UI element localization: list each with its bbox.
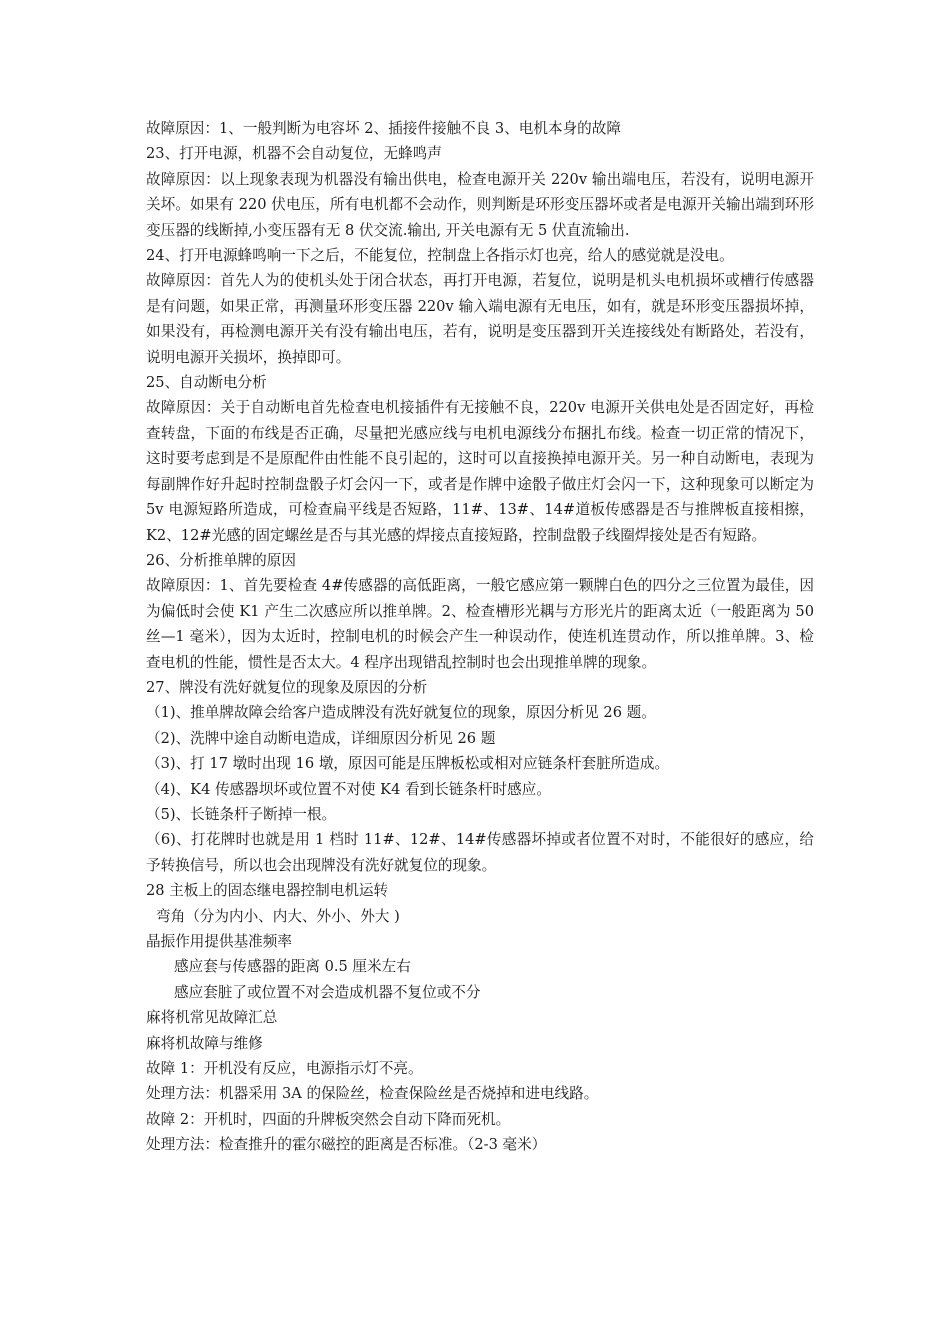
text-paragraph: 故障原因：首先人为的使机头处于闭合状态，再打开电源，若复位，说明是机头电机损坏或槽行传感器是有问题，如果正常，再测量环形变压器 220v 输入端电源有无电压，如有，就是环形变压器损坏掉，如果没有，再检测电源开关有没有输出电压，若有，说明是变压器到开关连接线处有断路处，若没有，说明电源开关损坏，换掉即可。	[146, 272, 814, 366]
heading-line: 麻将机常见故障汇总	[146, 1009, 278, 1027]
section-heading-25: 25、自动断电分析	[146, 374, 267, 392]
section-heading-26: 26、分析推单牌的原因	[146, 551, 296, 569]
text-paragraph: 故障原因：以上现象表现为机器没有输出供电，检查电源开关 220v 输出端电压，若没有，说明电源开关坏。如果有 220 伏电压，所有电机都不会动作，则判断是环形变压器坏或者是电源开关输出端到环形变压器的线断掉,小变压器有无 8 伏交流.输出, 开关电源有无 5 伏直流输出.	[146, 170, 814, 239]
solution-line: 处理方法：机器采用 3A 的保险丝，检查保险丝是否烧掉和进电线路。	[146, 1085, 599, 1103]
fault-line: 故障 2：开机时，四面的升牌板突然会自动下降而死机。	[146, 1110, 511, 1128]
section-heading-23: 23、打开电源，机器不会自动复位，无蜂鸣声	[146, 145, 442, 163]
text-paragraph: 故障原因：关于自动断电首先检查电机接插件有无接触不良，220v 电源开关供电处是否固定好，再检查转盘，下面的布线是否正确，尽量把光感应线与电机电源线分布捆扎布线。检查一切正常的情况下，这时要考虑到是不是原配件由性能不良引起的，这时可以直接换掉电源开关。另一种自动断电，表现为每副牌作好升起时控制盘骰子灯会闪一下，或者是作牌中途骰子做庄灯会闪一下，这种现象可以断定为 5v 电源短路所造成，可检查扁平线是否短路，11#、13#、14#道板传感器是否与推牌板直接相擦，K2、12#光感的固定螺丝是否与其光感的焊接点直接短路，控制盘骰子线圈焊接处是否有短路。	[146, 399, 814, 544]
list-item: （3)、打 17 墩时出现 16 墩，原因可能是压牌板松或相对应链条杆套脏所造成。	[146, 755, 670, 773]
list-item: （6)、打花牌时也就是用 1 档时 11#、12#、14#传感器坏掉或者位置不对时，不能很好的感应，给予转换信号，所以也会出现牌没有洗好就复位的现象。	[146, 831, 814, 874]
text-paragraph: 故障原因：1、首先要检查 4#传感器的高低距离，一般它感应第一颗牌白色的四分之三位置为最佳，因为偏低时会使 K1 产生二次感应所以推单牌。2、检查槽形光耦与方形光片的距离太近（一般距离为 50 丝—1 毫米），因为太近时，控制电机的时候会产生一种误动作，使连机连贯动作，所以推单牌。3、检查电机的性能，惯性是否太大。4 程序出现错乱控制时也会出现推单牌的现象。	[146, 577, 814, 671]
note-line: 感应套脏了或位置不对会造成机器不复位或不分	[174, 983, 481, 1001]
section-heading-24: 24、打开电源蜂鸣响一下之后，不能复位，控制盘上各指示灯也亮，给人的感觉就是没电。	[146, 247, 734, 265]
note-line: 弯角（分为内小、内大、外小、外大 )	[156, 907, 400, 925]
section-heading-27: 27、牌没有洗好就复位的现象及原因的分析	[146, 678, 428, 696]
note-line: 晶振作用提供基准频率	[146, 933, 292, 950]
section-heading-28: 28 主板上的固态继电器控制电机运转	[146, 882, 389, 900]
list-item: （4)、K4 传感器坝坏或位置不对使 K4 看到长链条杆时感应。	[146, 780, 551, 798]
document-body	[146, 116, 814, 1158]
heading-line: 麻将机故障与维修	[146, 1034, 263, 1052]
list-item: （5)、长链条杆子断掉一根。	[146, 805, 337, 823]
note-line: 感应套与传感器的距离 0.5 厘米左右	[174, 958, 411, 976]
list-item: （1)、推单牌故障会给客户造成牌没有洗好就复位的现象，原因分析见 26 题。	[146, 704, 656, 722]
solution-line: 处理方法：检查推升的霍尔磁控的距离是否标准。（2-3 毫米）	[146, 1136, 547, 1154]
fault-line: 故障 1：开机没有反应，电源指示灯不亮。	[146, 1060, 423, 1078]
text-line: 故障原因：1、一般判断为电容坏 2、插接件接触不良 3、电机本身的故障	[146, 120, 621, 137]
list-item: （2)、洗牌中途自动断电造成，详细原因分析见 26 题	[146, 729, 496, 747]
